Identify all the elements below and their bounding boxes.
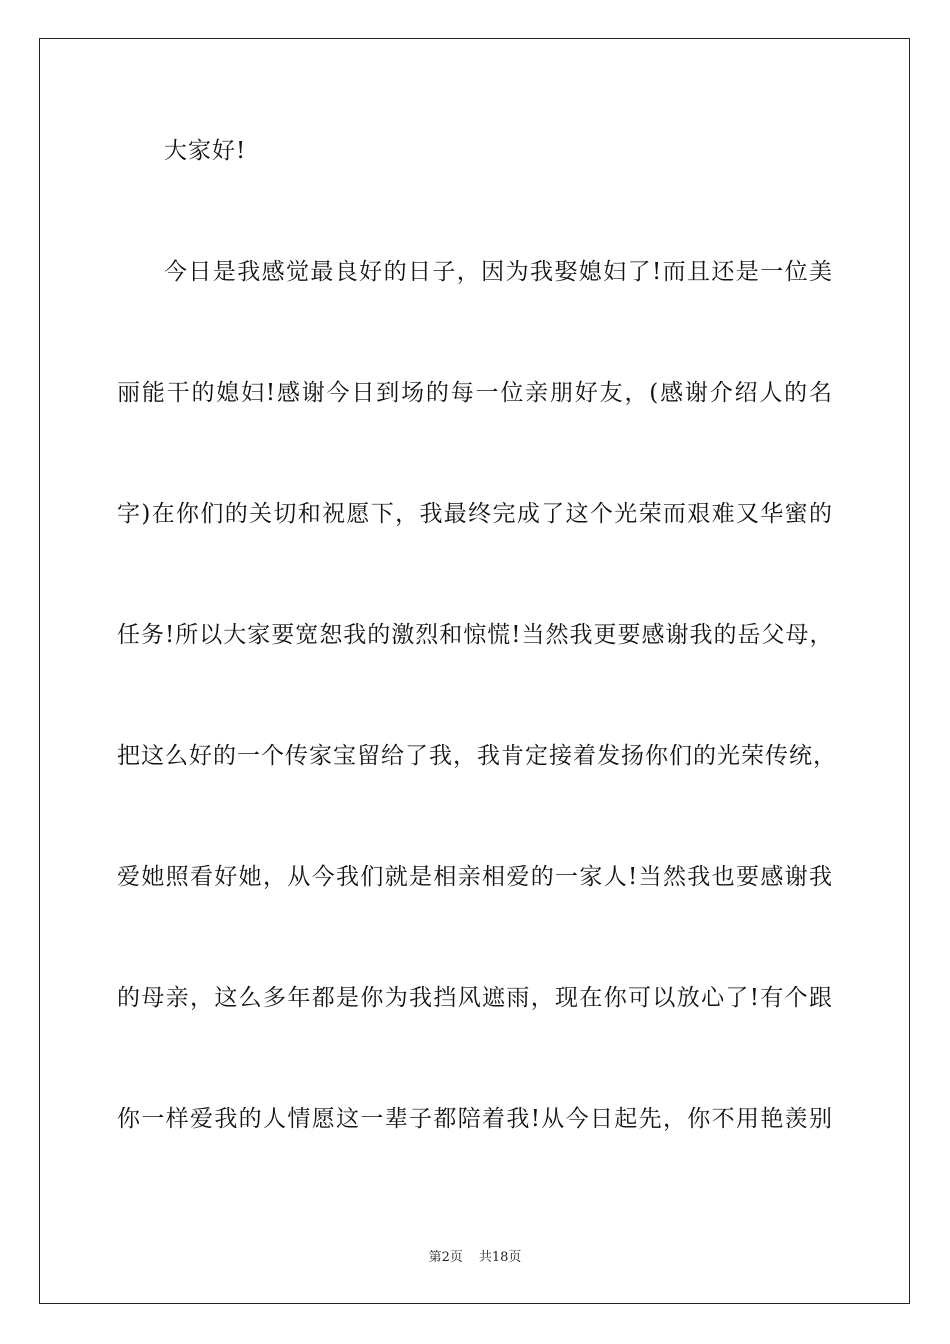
paragraph-line: 今日是我感觉最良好的日子，因为我娶媳妇了!而且还是一位美 bbox=[164, 259, 833, 285]
line-gap bbox=[117, 900, 833, 975]
paragraph-line: 的母亲，这么多年都是你为我挡风遮雨，现在你可以放心了!有个跟 bbox=[117, 985, 833, 1011]
page-footer bbox=[0, 1246, 950, 1265]
document-body bbox=[117, 128, 837, 1142]
page-total: 共18页 bbox=[478, 1250, 522, 1265]
page-number: 第2页 bbox=[428, 1250, 463, 1265]
paragraph-line: 把这么好的一个传家宝留给了我，我肯定接着发扬你们的光荣传统， bbox=[117, 743, 837, 769]
line-gap bbox=[117, 295, 833, 370]
line-gap bbox=[117, 416, 833, 491]
line-gap bbox=[117, 779, 833, 854]
line-gap bbox=[117, 658, 833, 733]
paragraph-line: 丽能干的媳妇!感谢今日到场的每一位亲朋好友，(感谢介绍人的名 bbox=[117, 380, 833, 406]
paragraph-line: 爱她照看好她，从今我们就是相亲相爱的一家人!当然我也要感谢我 bbox=[117, 864, 833, 890]
greeting-line: 大家好! bbox=[164, 138, 247, 164]
paragraph-line: 字)在你们的关切和祝愿下，我最终完成了这个光荣而艰难又华蜜的 bbox=[117, 501, 833, 527]
paragraph-line: 任务!所以大家要宽恕我的激烈和惊慌!当然我更要感谢我的岳父母， bbox=[117, 622, 834, 648]
paragraph-gap bbox=[117, 174, 833, 249]
line-gap bbox=[117, 537, 833, 612]
paragraph-line: 你一样爱我的人情愿这一辈子都陪着我!从今日起先，你不用艳羡别 bbox=[117, 1106, 833, 1132]
line-gap bbox=[117, 1021, 833, 1096]
